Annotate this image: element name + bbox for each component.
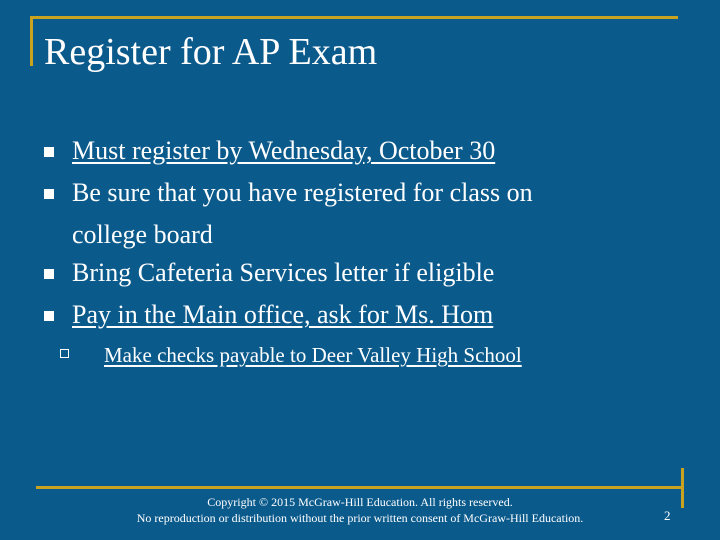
copyright-footer	[100, 494, 620, 526]
slide-title: Register for AP Exam	[44, 31, 378, 73]
page-number: 2	[664, 508, 671, 523]
bullet-text: Pay in the Main office, ask for Ms. Hom	[72, 300, 494, 329]
bullet-text-line-1: Be sure that you have registered for class on	[72, 178, 533, 207]
square-bullet-icon	[44, 189, 54, 199]
bullet-item-2	[44, 172, 684, 256]
bullet-item-4	[44, 294, 684, 336]
bullet-text-line-2: college board	[72, 220, 213, 249]
square-bullet-icon	[44, 147, 54, 157]
footer-line-1: Copyright © 2015 McGraw-Hill Education. All rights reserved.	[207, 495, 513, 509]
bottom-accent-rule	[36, 486, 684, 489]
square-bullet-icon	[44, 269, 54, 279]
top-accent-rule	[30, 16, 678, 19]
bullet-text: Bring Cafeteria Services letter if eligible	[72, 258, 495, 287]
bullet-item-1	[44, 130, 684, 172]
sub-bullet-text: Make checks payable to Deer Valley High School	[104, 343, 522, 367]
footer-line-2: No reproduction or distribution without the prior written consent of McGraw-Hill Education.	[136, 511, 584, 525]
right-accent-rule	[681, 468, 684, 508]
square-bullet-icon	[44, 311, 54, 321]
left-accent-rule	[30, 16, 33, 66]
hollow-square-bullet-icon	[60, 349, 69, 358]
bullet-item-3	[44, 252, 684, 294]
bullet-text: Must register by Wednesday, October 30	[72, 136, 496, 165]
